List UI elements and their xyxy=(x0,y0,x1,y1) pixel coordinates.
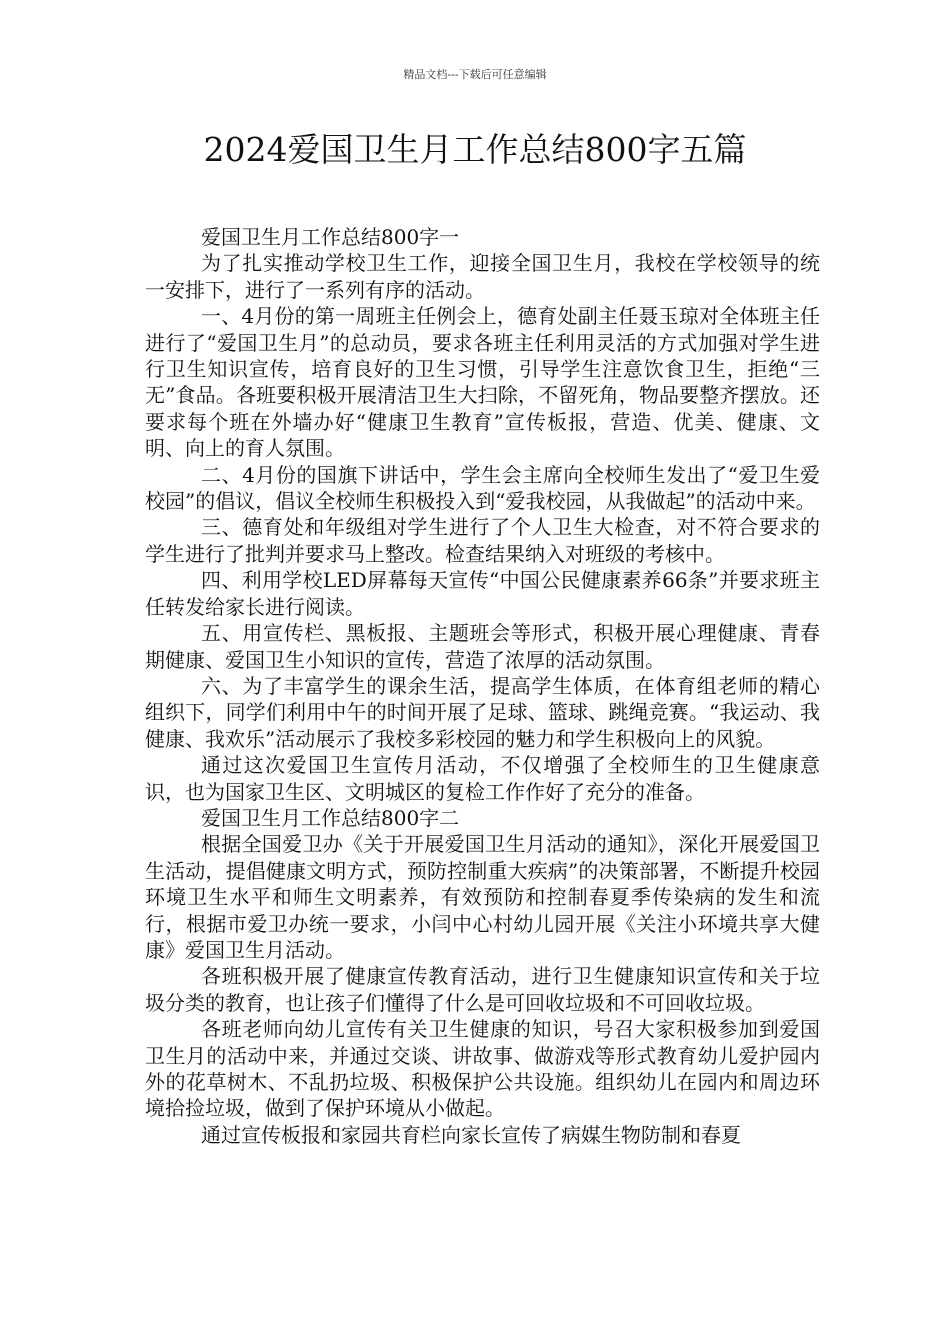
paragraph: 一、4月份的第一周班主任例会上，德育处副主任聂玉琼对全体班主任进行了“爱国卫生月”的总动员，要求各班主任利用灵活的方式加强对学生进行卫生知识宣传，培育良好的卫生习惯，引导学生注意饮食卫生，拒绝“三无”食品。各班要积极开展清洁卫生大扫除，不留死角，物品要整齐摆放。还要求每个班在外墙办好“健康卫生教育”宣传板报，营造、优美、健康、文明、向上的育人氛围。 xyxy=(145,304,820,461)
paragraph: 通过这次爱国卫生宣传月活动，不仅增强了全校师生的卫生健康意识，也为国家卫生区、文明城区的复检工作作好了充分的准备。 xyxy=(145,753,820,804)
section-heading-1: 爱国卫生月工作总结800字一 xyxy=(201,225,460,249)
paragraph: 各班老师向幼儿宣传有关卫生健康的知识，号召大家积极参加到爱国卫生月的活动中来，并通过交谈、讲故事、做游戏等形式教育幼儿爱护园内外的花草树木、不乱扔垃圾、积极保护公共设施。组织幼儿在园内和周边环境拾捡垃圾，做到了保护环境从小做起。 xyxy=(145,1017,820,1121)
paragraph: 各班积极开展了健康宣传教育活动，进行卫生健康知识宣传和关于垃圾分类的教育，也让孩子们懂得了什么是可回收垃圾和不可回收垃圾。 xyxy=(145,964,820,1015)
section-heading-2: 爱国卫生月工作总结800字二 xyxy=(201,805,460,830)
paragraph: 通过宣传板报和家园共育栏向家长宣传了病媒生物防制和春夏 xyxy=(201,1122,741,1147)
paragraph: 六、为了丰富学生的课余生活，提高学生体质，在体育组老师的精心组织下，同学们利用中午的时间开展了足球、篮球、跳绳竞赛。“我运动、我健康、我欢乐”活动展示了我校多彩校园的魅力和学生积极向上的风貌。 xyxy=(145,673,820,751)
paragraph: 三、德育处和年级组对学生进行了个人卫生大检查，对不符合要求的学生进行了批判并要求马上整改。检查结果纳入对班级的考核中。 xyxy=(145,515,820,566)
paragraph: 根据全国爱卫办《关于开展爱国卫生月活动的通知》，深化开展爱国卫生活动，提倡健康文明方式，预防控制重大疾病”的决策部署，不断提升校园环境卫生水平和师生文明素养，有效预防和控制春夏季传染病的发生和流行，根据市爱卫办统一要求，小闫中心村幼儿园开展《关注小环境共享大健康》爱国卫生月活动。 xyxy=(145,832,820,962)
document-title: 2024爱国卫生月工作总结800字五篇 xyxy=(203,130,747,169)
paragraph: 为了扎实推动学校卫生工作，迎接全国卫生月，我校在学校领导的统一安排下，进行了一系列有序的活动。 xyxy=(145,251,820,302)
paragraph: 四、利用学校LED屏幕每天宣传“中国公民健康素养66条”并要求班主任转发给家长进行阅读。 xyxy=(145,568,820,619)
paragraph: 二、4月份的国旗下讲话中，学生会主席向全校师生发出了“爱卫生爱校园”的倡议，倡议全校师生积极投入到“爱我校园，从我做起”的活动中来。 xyxy=(145,462,820,514)
page-header-note: 精品文档---下载后可任意编辑 xyxy=(403,68,547,81)
paragraph: 五、用宣传栏、黑板报、主题班会等形式，积极开展心理健康、青春期健康、爱国卫生小知识的宣传，营造了浓厚的活动氛围。 xyxy=(145,621,820,672)
document-body xyxy=(145,224,820,1148)
